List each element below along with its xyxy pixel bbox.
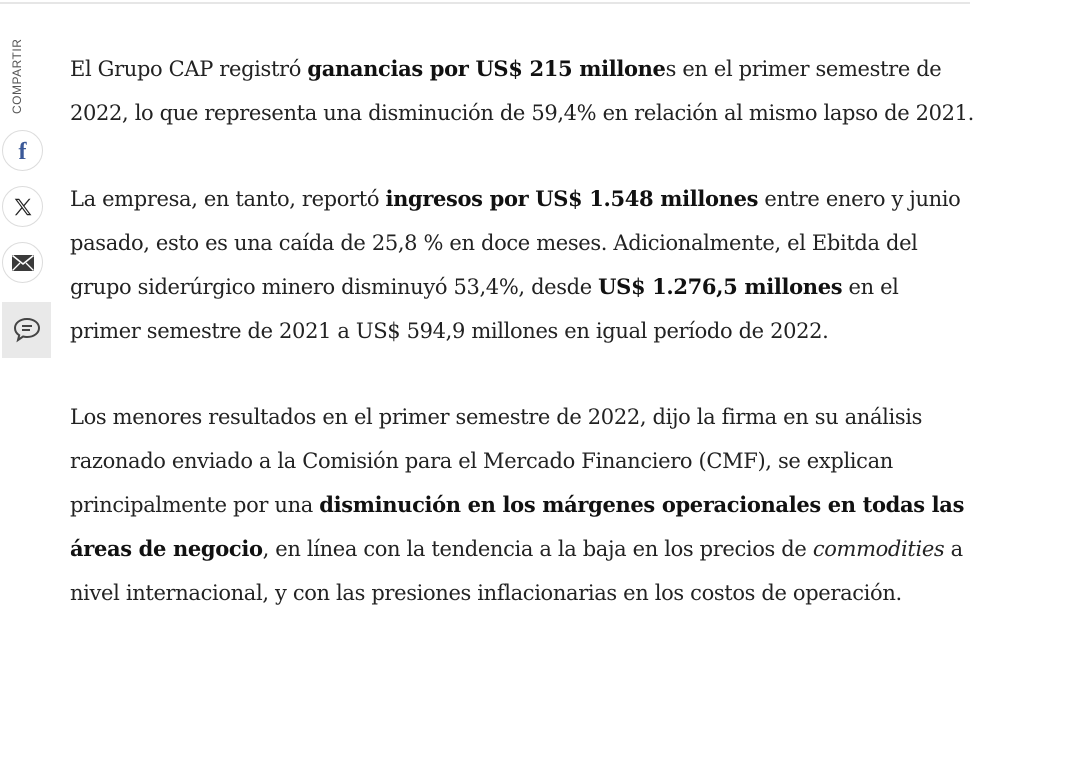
article-paragraph-1 — [70, 47, 975, 135]
comment-icon — [13, 317, 41, 343]
share-facebook-button[interactable] — [2, 130, 43, 171]
p1-text-1: El Grupo CAP registró — [70, 57, 308, 81]
p2-bold-1: ingresos por US$ 1.548 millones — [385, 186, 759, 211]
p2-text-3: en el primer semestre de 2021 a US$ 594,9 millones en igual período de 2022. — [70, 275, 899, 343]
facebook-icon: f — [18, 138, 27, 165]
p1-bold-1: ganancias por US$ 215 millone — [307, 56, 666, 81]
p3-text-1: Los menores resultados en el primer semestre de 2022, dijo la firma en su análisis razonado enviado a la Comisión para el Mercado Financiero (CMF), se explican principalmente por una — [70, 405, 923, 517]
p3-bold-1: disminución en los márgenes operacionales en todas las áreas de negocio — [70, 492, 965, 561]
article-body — [70, 47, 975, 657]
p1-text-2: s en el primer semestre de 2022, lo que representa una disminución de 59,4% en relación al mismo lapso de 2021. — [70, 57, 974, 125]
share-x-button[interactable] — [2, 186, 43, 227]
comments-button[interactable] — [2, 302, 51, 358]
p3-text-3: a nivel internacional, y con las presiones inflacionarias en los costos de operación. — [70, 537, 963, 605]
p3-text-2: , en línea con la tendencia a la baja en los precios de — [262, 537, 813, 561]
share-email-button[interactable] — [2, 242, 43, 283]
p2-text-2: entre enero y junio pasado, esto es una caída de 25,8 % en doce meses. Adicionalmente, el Ebitda del grupo siderúrgico minero disminuyó 53,4%, desde — [70, 187, 961, 299]
article-paragraph-3 — [70, 395, 975, 615]
p2-text-1: La empresa, en tanto, reportó — [70, 187, 386, 211]
article-paragraph-2 — [70, 177, 975, 353]
email-icon — [11, 254, 35, 272]
p3-italic-1: commodities — [812, 537, 945, 561]
x-icon — [12, 196, 34, 218]
share-label: COMPARTIR — [10, 38, 24, 114]
p2-bold-2: US$ 1.276,5 millones — [598, 274, 843, 299]
top-divider — [0, 2, 970, 4]
